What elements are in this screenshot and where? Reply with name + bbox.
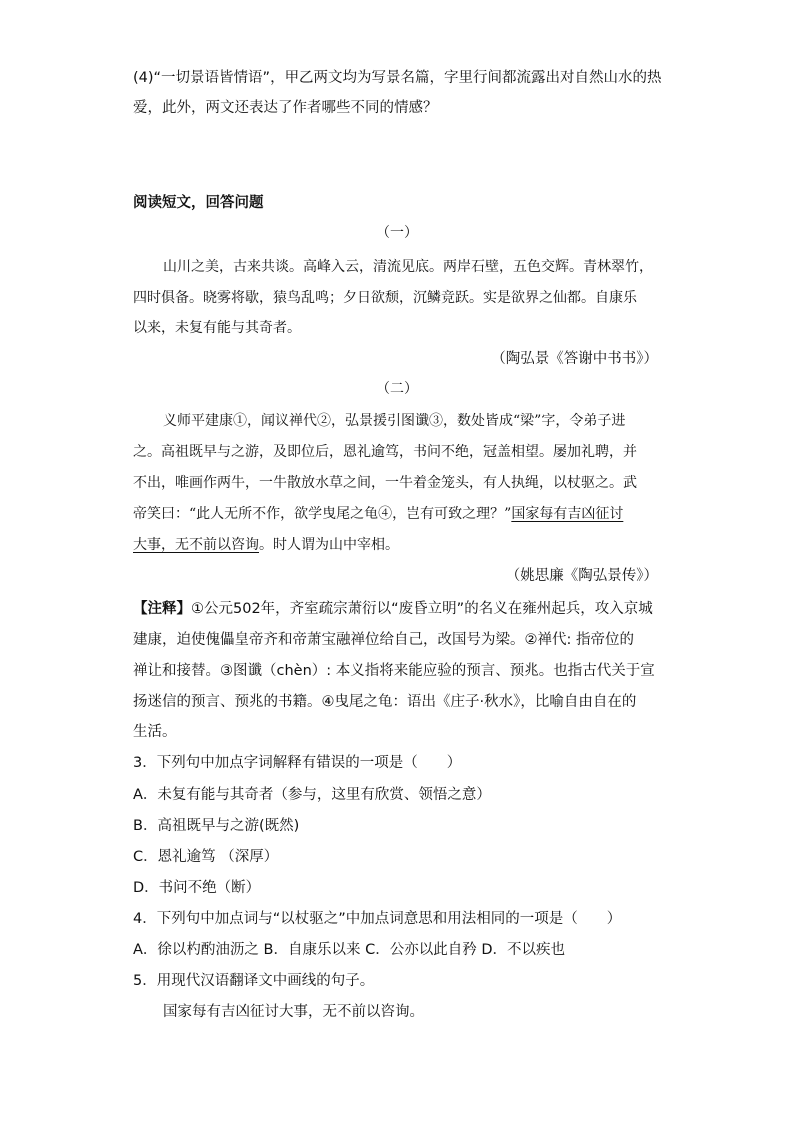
question-4-line-2: 爱，此外，两文还表达了作者哪些不同的情感？ — [133, 100, 438, 116]
passage-1-line-2: 四时俱备。晓雾将歇，猿鸟乱鸣；夕日欲颓，沉鳞竞跃。实是欲界之仙都。自康乐 — [133, 290, 637, 306]
passage-2-line-4 — [133, 503, 623, 523]
passage-2-heading: （二） — [376, 381, 418, 397]
notes-label: 【注释】 — [133, 601, 191, 617]
question-3-option-b: B．高祖既早与之游(既然) — [133, 818, 300, 834]
question-3-stem: 3．下列句中加点字词解释有错误的一项是（ ） — [133, 755, 462, 771]
passage-2-line-5-text: 。时人谓为山中宰相。 — [259, 537, 399, 553]
question-3-option-c: C．恩礼逾笃 （深厚） — [133, 849, 279, 865]
notes-line-2: 建康，迫使傀儡皇帝齐和帝萧宝融禅位给自己，改国号为梁。②禅代: 指帝位的 — [133, 632, 634, 648]
passage-1-heading: （一） — [376, 225, 418, 241]
passage-2-source: （姚思廉《陶弘景传》） — [505, 568, 658, 584]
passage-2-line-5 — [133, 534, 399, 554]
question-3-option-a: A．未复有能与其奇者（参与，这里有欣赏、领悟之意） — [133, 787, 491, 803]
notes-line-4: 扬迷信的预言、预兆的书籍。④曳尾之龟：语出《庄子·秋水》，比喻自由自在的 — [133, 694, 637, 710]
question-4-options: A．徐以杓酌油沥之 B．自康乐以来 C．公亦以此自矜 D．不以疾也 — [133, 942, 565, 958]
underlined-sentence-part-2: 大事，无不前以咨询 — [133, 537, 259, 553]
passage-1-line-3: 以来，未复有能与其奇者。 — [133, 320, 301, 336]
question-4-line-1: (4)“一切景语皆情语”，甲乙两文均为写景名篇，字里行间都流露出对自然山水的热 — [133, 70, 662, 86]
passage-2-line-1: 义师平建康①，闻议禅代②，弘景援引图谶③，数处皆成“梁”字，令弟子进 — [163, 413, 626, 429]
passage-2-line-2: 之。高祖既早与之游，及即位后，恩礼逾笃，书问不绝，冠盖相望。屡加礼聘，并 — [133, 444, 637, 460]
underlined-sentence-part-1: 国家每有吉凶征讨 — [511, 506, 624, 522]
question-5-stem: 5．用现代汉语翻译文中画线的句子。 — [133, 973, 375, 989]
notes-text-1: ①公元502年，齐室疏宗萧衍以“废昏立明”的名义在雍州起兵，攻入京城 — [191, 601, 653, 617]
notes-line-5: 生活。 — [133, 724, 177, 740]
question-4-stem: 4．下列句中加点词与“以杖驱之”中加点词意思和用法相同的一项是（ ） — [133, 911, 622, 927]
passage-1-source: （陶弘景《答谢中书书》） — [491, 351, 658, 367]
notes-line-3: 禅让和接替。③图谶（chèn）: 本义指将来能应验的预言、预兆。也指古代关于宣 — [133, 663, 655, 679]
passage-1-line-1: 山川之美，古来共谈。高峰入云，清流见底。两岸石壁，五色交辉。青林翠竹， — [163, 259, 653, 275]
question-3-option-d: D．书问不绝（断） — [133, 880, 261, 896]
question-5-sentence: 国家每有吉凶征讨大事，无不前以咨询。 — [163, 1004, 424, 1020]
section-title: 阅读短文，回答问题 — [133, 195, 264, 211]
passage-2-line-3: 不出，唯画作两牛，一牛散放水草之间，一牛着金笼头，有人执绳，以杖驱之。武 — [133, 475, 637, 491]
notes-line-1 — [133, 597, 653, 618]
passage-2-line-4-text: 帝笑曰：“此人无所不作，欲学曳尾之龟④，岂有可致之理？” — [133, 506, 512, 522]
